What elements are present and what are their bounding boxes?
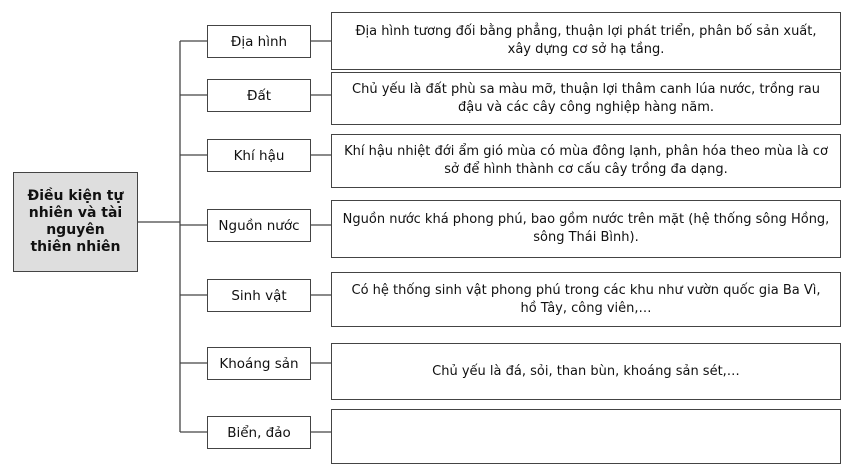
- category-minerals: Khoáng sản: [207, 347, 311, 380]
- description-biology: Có hệ thống sinh vật phong phú trong các khu như vườn quốc gia Ba Vì, hồ Tây, công viên,…: [331, 272, 841, 327]
- description-climate: Khí hậu nhiệt đới ẩm gió mùa có mùa đông lạnh, phân hóa theo mùa là cơ sở để hình thành cơ cấu cây trồng đa dạng.: [331, 134, 841, 188]
- category-water: Nguồn nước: [207, 209, 311, 242]
- description-water: Nguồn nước khá phong phú, bao gồm nước trên mặt (hệ thống sông Hồng, sông Thái Bình).: [331, 200, 841, 258]
- category-climate: Khí hậu: [207, 139, 311, 172]
- category-sea-islands: Biển, đảo: [207, 416, 311, 449]
- description-minerals: Chủ yếu là đá, sỏi, than bùn, khoáng sản sét,…: [331, 343, 841, 400]
- root-node: Điều kiện tự nhiên và tài nguyên thiên nhiên: [13, 172, 138, 272]
- description-sea-islands: [331, 409, 841, 464]
- description-terrain: Địa hình tương đối bằng phẳng, thuận lợi phát triển, phân bố sản xuất, xây dựng cơ sở hạ tầng.: [331, 12, 841, 70]
- category-biology: Sinh vật: [207, 279, 311, 312]
- category-soil: Đất: [207, 79, 311, 112]
- description-soil: Chủ yếu là đất phù sa màu mỡ, thuận lợi thâm canh lúa nước, trồng rau đậu và các cây công nghiệp hàng năm.: [331, 72, 841, 125]
- category-terrain: Địa hình: [207, 25, 311, 58]
